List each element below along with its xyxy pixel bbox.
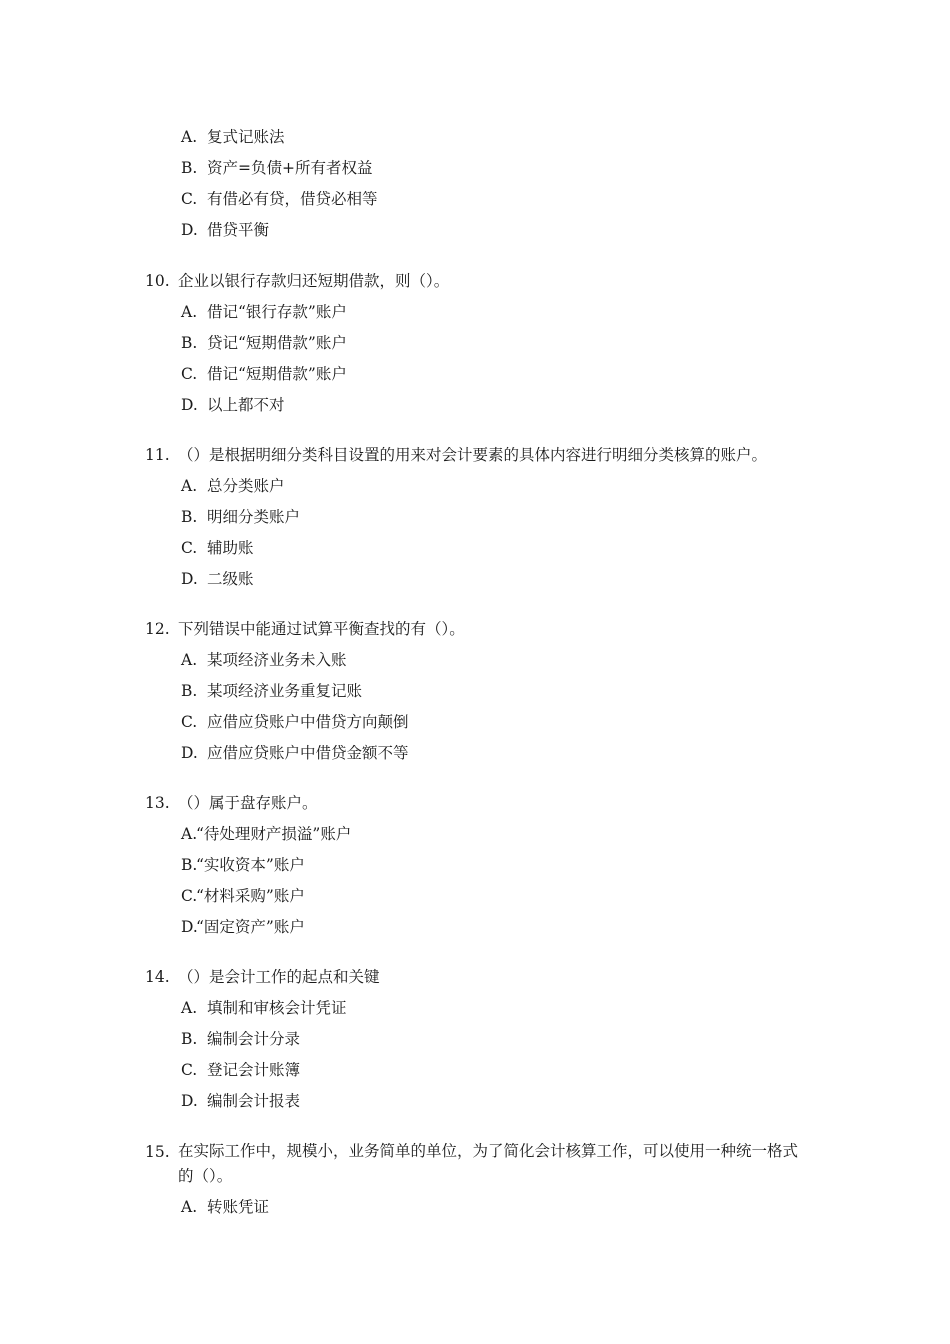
option-item [0, 1194, 950, 1225]
question-12 [0, 616, 950, 771]
option-text: “实收资本”账户 [196, 856, 305, 874]
question-number: 11. [145, 446, 170, 464]
question-number: 14. [145, 968, 170, 986]
option-item [0, 647, 950, 678]
option-text: 二级账 [207, 570, 254, 588]
option-letter: A. [181, 128, 198, 146]
option-letter: C. [181, 365, 198, 383]
option-text: “固定资产”账户 [196, 918, 305, 936]
option-text: 借记“银行存款”账户 [207, 303, 347, 321]
option-letter: C. [181, 190, 198, 208]
option-item [0, 392, 950, 423]
option-item [0, 914, 950, 945]
question-stem [0, 790, 950, 821]
option-letter: A. [181, 477, 198, 495]
question-13 [0, 790, 950, 945]
question-text: （）是根据明细分类科目设置的用来对会计要素的具体内容进行明细分类核算的账户。 [178, 446, 768, 464]
option-text: 某项经济业务重复记账 [207, 682, 363, 700]
option-item [0, 124, 950, 155]
option-letter: D. [181, 1092, 198, 1110]
question-number: 10. [145, 272, 170, 290]
option-letter: A. [181, 651, 198, 669]
option-letter: A. [181, 1198, 198, 1216]
option-item [0, 504, 950, 535]
option-text: 填制和审核会计凭证 [207, 999, 347, 1017]
option-letter: D. [181, 221, 198, 239]
question-stem [0, 1139, 950, 1194]
option-letter: A. [181, 999, 198, 1017]
question-number: 15. [145, 1143, 170, 1161]
option-letter: D. [181, 570, 198, 588]
option-item [0, 217, 950, 248]
option-letter: B. [181, 682, 198, 700]
question-text: 企业以银行存款归还短期借款，则（）。 [178, 272, 450, 290]
option-item [0, 995, 950, 1026]
question-text: （）是会计工作的起点和关键 [178, 968, 380, 986]
question-stem [0, 442, 950, 473]
option-letter: B. [181, 508, 198, 526]
option-letter: D. [181, 918, 198, 936]
option-text: 应借应贷账户中借贷金额不等 [207, 744, 409, 762]
question-stem [0, 616, 950, 647]
option-item [0, 821, 950, 852]
option-item [0, 155, 950, 186]
option-text: “待处理财产损溢”账户 [196, 825, 352, 843]
option-item [0, 566, 950, 597]
option-text: 应借应贷账户中借贷方向颠倒 [207, 713, 409, 731]
option-item [0, 473, 950, 504]
option-text: “材料采购”账户 [196, 887, 305, 905]
option-text: 某项经济业务未入账 [207, 651, 347, 669]
option-letter: B. [181, 334, 198, 352]
question-text: 下列错误中能通过试算平衡查找的有（）。 [178, 620, 465, 638]
option-item [0, 361, 950, 392]
question-number: 13. [145, 794, 170, 812]
option-letter: D. [181, 396, 198, 414]
option-text: 总分类账户 [207, 477, 285, 495]
option-letter: C. [181, 539, 198, 557]
option-item [0, 852, 950, 883]
question-11 [0, 442, 950, 597]
option-item [0, 678, 950, 709]
option-text: 编制会计报表 [207, 1092, 301, 1110]
option-text: 借贷平衡 [207, 221, 270, 239]
question-15 [0, 1139, 950, 1225]
option-text: 借记“短期借款”账户 [207, 365, 347, 383]
question-text: （）属于盘存账户。 [178, 794, 318, 812]
option-text: 以上都不对 [207, 396, 285, 414]
question-10 [0, 268, 950, 423]
option-text: 转账凭证 [207, 1198, 270, 1216]
option-text: 明细分类账户 [207, 508, 301, 526]
option-item [0, 709, 950, 740]
question-stem [0, 268, 950, 299]
option-item [0, 330, 950, 361]
option-text: 有借必有贷，借贷必相等 [207, 190, 378, 208]
option-text: 登记会计账簿 [207, 1061, 301, 1079]
question-14 [0, 964, 950, 1119]
options-continued [0, 124, 950, 248]
option-letter: B. [181, 856, 198, 874]
option-letter: A. [181, 825, 198, 843]
option-letter: C. [181, 1061, 198, 1079]
option-letter: D. [181, 744, 198, 762]
option-item [0, 883, 950, 914]
question-text: 在实际工作中，规模小，业务简单的单位，为了简化会计核算工作，可以使用一种统一格式的（）。 [178, 1142, 799, 1185]
question-number: 12. [145, 620, 170, 638]
option-letter: A. [181, 303, 198, 321]
option-text: 编制会计分录 [207, 1030, 301, 1048]
option-letter: B. [181, 1030, 198, 1048]
question-stem [0, 964, 950, 995]
option-item [0, 299, 950, 330]
option-item [0, 1088, 950, 1119]
option-letter: B. [181, 159, 198, 177]
option-item [0, 740, 950, 771]
option-text: 贷记“短期借款”账户 [207, 334, 347, 352]
option-item [0, 186, 950, 217]
option-letter: C. [181, 887, 198, 905]
option-item [0, 1057, 950, 1088]
option-text: 资产=负债+所有者权益 [207, 159, 373, 177]
option-item [0, 1026, 950, 1057]
option-item [0, 535, 950, 566]
option-text: 复式记账法 [207, 128, 285, 146]
option-letter: C. [181, 713, 198, 731]
option-text: 辅助账 [207, 539, 254, 557]
